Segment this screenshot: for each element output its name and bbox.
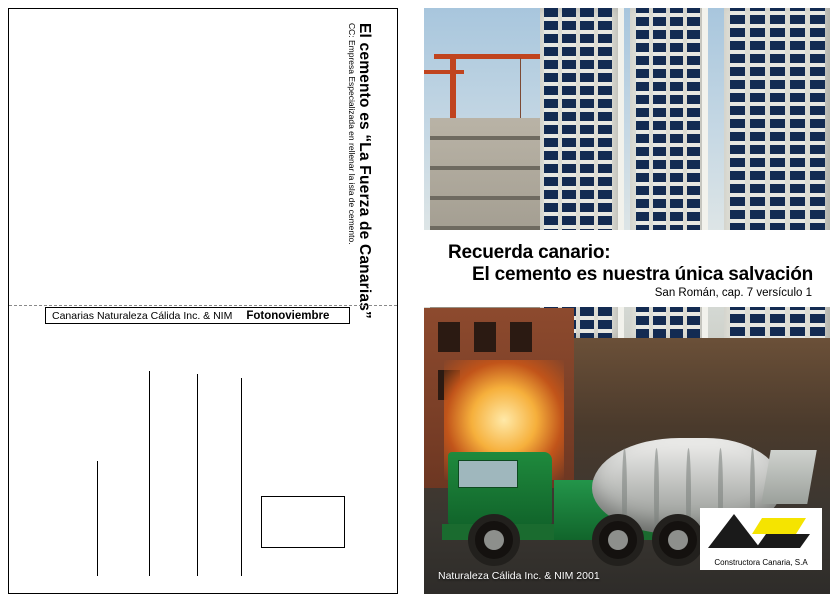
vertical-text-block <box>343 19 389 319</box>
address-rule-line <box>197 374 198 576</box>
credit-bar <box>45 307 350 324</box>
crane-cable-icon <box>520 58 521 120</box>
truck-wheel <box>468 514 520 566</box>
address-rule-line <box>241 378 242 576</box>
credit-brand-text: Fotonoviembre <box>246 309 330 322</box>
sponsor-logo <box>700 508 822 570</box>
address-rule-line <box>97 461 98 576</box>
truck-windshield <box>458 460 518 488</box>
truck-wheel <box>592 514 644 566</box>
headline-line-2: El cemento es nuestra única salvación <box>472 264 814 286</box>
headline-reference: San Román, cap. 7 versículo 1 <box>654 287 812 300</box>
mixer-hopper <box>761 450 817 504</box>
dashed-divider <box>9 305 397 306</box>
headline-panel <box>424 230 830 307</box>
sponsor-name: Constructora Canaria, S.A <box>714 558 808 567</box>
postcard-back <box>8 8 398 594</box>
truck-wheel <box>652 514 704 566</box>
glass-tower-right <box>724 8 830 362</box>
back-vertical-title: El cemento es “La Fuerza de Canarias” <box>356 23 373 319</box>
front-caption: Naturaleza Cálida Inc. & NIM 2001 <box>438 570 600 582</box>
back-vertical-subtitle: CC: Empresa Especializada en rellenar la isla de cemento. <box>347 23 357 245</box>
credit-main-text: Canarias Naturaleza Cálida Inc. & NIM <box>52 309 233 322</box>
postcard-front <box>424 8 830 594</box>
crane-counterjib-icon <box>424 70 464 74</box>
headline-line-1: Recuerda canario: <box>448 242 611 263</box>
address-rule-line <box>149 371 150 576</box>
sponsor-mark-icon <box>700 508 822 552</box>
stamp-box <box>261 496 345 548</box>
